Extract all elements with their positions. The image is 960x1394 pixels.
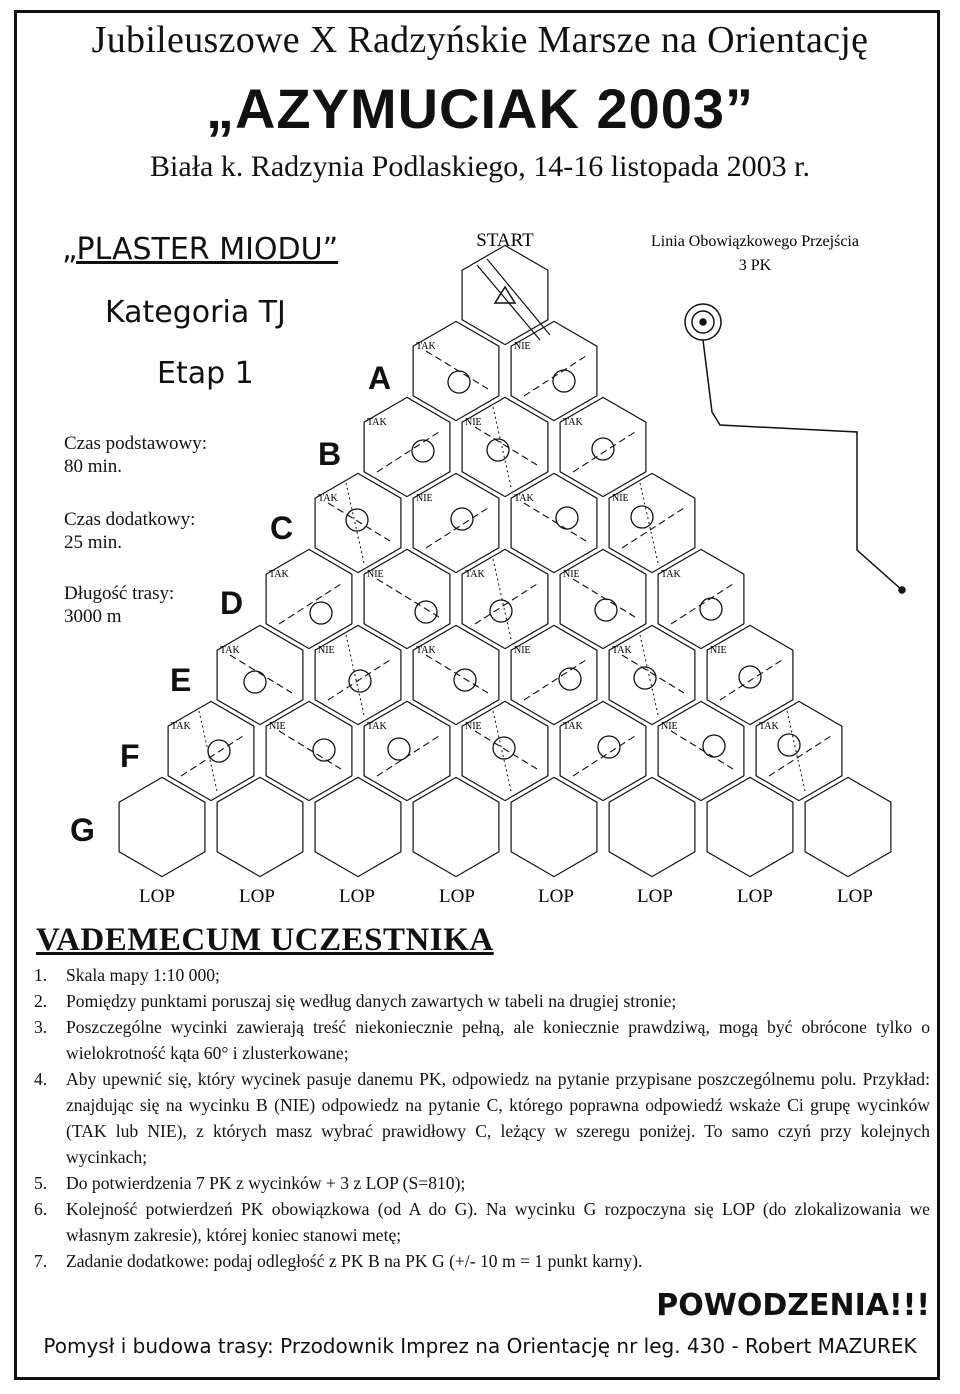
trail-line xyxy=(426,351,488,389)
trail-line xyxy=(524,356,586,396)
trail-line xyxy=(230,655,292,693)
control-circle-icon xyxy=(412,440,434,462)
base-time-value: 80 min. xyxy=(64,456,123,477)
control-circle-icon xyxy=(448,371,470,393)
control-circle-icon xyxy=(553,370,575,392)
rule-text: Kolejność potwierdzeń PK obowiązkowa (od A do G). Na wycinku G rozpoczyna się LOP (do zlokalizowania we własnym zakresie), której koniec stanowi metę; xyxy=(66,1199,930,1245)
lop-legend xyxy=(685,304,905,593)
rule-item xyxy=(28,1196,930,1248)
control-circle-icon xyxy=(454,669,476,691)
category: Kategoria TJ xyxy=(105,295,286,330)
trail-line xyxy=(279,584,341,624)
control-circle-icon xyxy=(598,736,620,758)
control-circle-icon xyxy=(451,508,473,530)
hex-cell xyxy=(315,777,401,876)
hex-cell xyxy=(462,397,548,496)
row-letter-c: C xyxy=(270,510,294,546)
row-letter-a: A xyxy=(368,360,392,396)
rule-item xyxy=(28,1014,930,1066)
hex-cell xyxy=(217,777,303,876)
lop-label: LOP xyxy=(139,886,175,907)
control-circle-icon xyxy=(310,602,332,624)
control-circle-icon xyxy=(244,671,266,693)
hex-cell xyxy=(462,549,548,648)
lop-legend-line xyxy=(703,340,902,590)
start-label: START xyxy=(476,230,534,251)
lop-label: LOP xyxy=(637,886,673,907)
hex-answer-label: TAK xyxy=(269,569,289,580)
boundary-line xyxy=(787,711,805,791)
hex-cell xyxy=(511,321,597,420)
hex-cell xyxy=(658,701,744,800)
hex-cell xyxy=(560,397,646,496)
rule-number: 4. xyxy=(34,1069,48,1089)
hex-cell xyxy=(609,777,695,876)
hex-answer-label: NIE xyxy=(416,493,433,504)
lop-label: LOP xyxy=(239,886,275,907)
trail-line xyxy=(377,579,439,617)
hex-cell xyxy=(511,473,597,572)
lop-label: LOP xyxy=(837,886,873,907)
control-circle-icon xyxy=(559,668,581,690)
hex-answer-label: NIE xyxy=(514,645,531,656)
rule-item xyxy=(28,1170,930,1196)
base-time-label: Czas podstawowy: xyxy=(64,433,208,454)
trail-line xyxy=(671,584,733,624)
hex-answer-label: TAK xyxy=(367,721,387,732)
event-location-date: Biała k. Radzynia Podlaskiego, 14-16 listopada 2003 r. xyxy=(150,150,810,183)
route-length-label: Długość trasy: xyxy=(64,583,175,604)
hex-answer-label: NIE xyxy=(465,417,482,428)
rules-list xyxy=(28,962,930,1274)
control-circle-icon xyxy=(592,438,614,460)
lop-caption: Linia Obowiązkowego Przejścia xyxy=(651,233,859,250)
control-circle-icon xyxy=(493,737,515,759)
hex-cell xyxy=(364,549,450,648)
hex-answer-label: NIE xyxy=(269,721,286,732)
rule-text: Pomiędzy punktami poruszaj się według danych zawartych w tabeli na drugiej stronie; xyxy=(66,991,677,1011)
trail-line xyxy=(279,731,341,769)
hex-answer-label: TAK xyxy=(563,417,583,428)
trail-line xyxy=(622,655,684,693)
hex-answer-label: NIE xyxy=(465,721,482,732)
trail-line xyxy=(426,508,488,548)
control-circle-icon xyxy=(703,735,725,757)
hex-cell xyxy=(413,777,499,876)
hex-cell xyxy=(658,549,744,648)
hex-cell xyxy=(413,473,499,572)
hex-cell xyxy=(364,701,450,800)
rule-item xyxy=(28,962,930,988)
hex-cell xyxy=(364,397,450,496)
control-circle-icon xyxy=(313,739,335,761)
control-circle-icon xyxy=(631,506,653,528)
boundary-line xyxy=(346,635,364,715)
rule-item xyxy=(28,1066,930,1170)
hex-answer-label: TAK xyxy=(612,645,632,656)
trail-line xyxy=(475,427,537,465)
boundary-line xyxy=(493,559,511,639)
hex-cell xyxy=(217,625,303,724)
hex-cell xyxy=(511,777,597,876)
hex-answer-label: NIE xyxy=(318,645,335,656)
hex-cell xyxy=(609,625,695,724)
event-subtitle: Jubileuszowe X Radzyńskie Marsze na Orientację xyxy=(91,19,869,61)
row-letter-f: F xyxy=(120,738,140,774)
control-circle-icon xyxy=(634,667,656,689)
hex-cell xyxy=(805,777,891,876)
rule-number: 6. xyxy=(34,1199,48,1219)
row-letter-b: B xyxy=(318,436,342,472)
vademecum-title: VADEMECUM UCZESTNIKA xyxy=(36,922,494,958)
control-point-dot-icon xyxy=(700,319,706,325)
trail-line xyxy=(524,660,586,700)
control-circle-icon xyxy=(700,598,722,620)
hex-answer-label: TAK xyxy=(514,493,534,504)
hex-cell xyxy=(756,701,842,800)
trail-line xyxy=(573,579,635,617)
control-circle-icon xyxy=(739,666,761,688)
lop-end-dot-icon xyxy=(899,587,905,593)
hex-answer-label: TAK xyxy=(759,721,779,732)
extra-time-label: Czas dodatkowy: xyxy=(64,509,196,530)
hex-answer-label: TAK xyxy=(465,569,485,580)
control-circle-icon xyxy=(487,439,509,461)
control-circle-icon xyxy=(349,670,371,692)
row-letter-g: G xyxy=(70,812,95,848)
control-circle-icon xyxy=(778,734,800,756)
author-credit: Pomysł i budowa trasy: Przodownik Imprez na Orientację nr leg. 430 - Robert MAZUREK xyxy=(43,1334,917,1358)
lop-caption-pk: 3 PK xyxy=(738,257,772,274)
event-title: „AZYMUCIAK 2003” xyxy=(205,77,755,140)
rule-text: Do potwierdzenia 7 PK z wycinków + 3 z LOP (S=810); xyxy=(66,1173,466,1193)
hex-cell xyxy=(266,549,352,648)
rule-number: 7. xyxy=(34,1251,48,1271)
hex-cell xyxy=(315,625,401,724)
rule-item xyxy=(28,1248,930,1274)
hex-answer-label: TAK xyxy=(220,645,240,656)
hex-cell xyxy=(560,701,646,800)
control-circle-icon xyxy=(490,600,512,622)
hex-answer-label: TAK xyxy=(318,493,338,504)
rule-text: Poszczególne wycinki zawierają treść niekoniecznie pełną, ale koniecznie prawdziwą, mogą być obrócone tylko o wielokrotność kąta 60° i zlusterkowane; xyxy=(66,1017,930,1063)
extra-time-value: 25 min. xyxy=(64,532,123,553)
trail-line xyxy=(573,736,635,776)
hex-answer-label: NIE xyxy=(661,721,678,732)
hex-cell xyxy=(609,473,695,572)
hex-cell xyxy=(315,473,401,572)
lop-label: LOP xyxy=(439,886,475,907)
route-length-value: 3000 m xyxy=(64,606,122,627)
hex-answer-label: NIE xyxy=(612,493,629,504)
rule-number: 1. xyxy=(34,965,48,985)
stage: Etap 1 xyxy=(157,356,254,391)
boundary-line xyxy=(199,711,217,791)
hex-cell xyxy=(707,777,793,876)
hex-answer-label: TAK xyxy=(416,645,436,656)
lop-label: LOP xyxy=(538,886,574,907)
control-circle-icon xyxy=(595,599,617,621)
hex-answer-label: TAK xyxy=(563,721,583,732)
rule-number: 5. xyxy=(34,1173,48,1193)
rule-item xyxy=(28,988,930,1014)
control-circle-icon xyxy=(346,509,368,531)
hex-cell xyxy=(462,245,548,344)
hex-cell xyxy=(168,701,254,800)
row-letter-e: E xyxy=(170,662,192,698)
hex-answer-label: TAK xyxy=(367,417,387,428)
control-circle-icon xyxy=(556,507,578,529)
hex-cell xyxy=(119,777,205,876)
hex-answer-label: NIE xyxy=(514,341,531,352)
lop-label: LOP xyxy=(339,886,375,907)
hex-answer-label: NIE xyxy=(367,569,384,580)
boundary-line xyxy=(640,483,658,563)
hex-answer-label: TAK xyxy=(661,569,681,580)
hex-grid xyxy=(119,245,891,876)
rule-text: Zadanie dodatkowe: podaj odległość z PK B na PK G (+/- 10 m = 1 punkt karny). xyxy=(66,1251,643,1271)
hex-cell xyxy=(266,701,352,800)
hex-answer-label: TAK xyxy=(171,721,191,732)
row-letter-d: D xyxy=(220,585,244,621)
lop-label: LOP xyxy=(737,886,773,907)
rule-number: 2. xyxy=(34,991,48,1011)
rule-text: Aby upewnić się, który wycinek pasuje danemu PK, odpowiedz na pytanie przypisane poszczególnemu polu. Przykład: znajdując się na wycinku B (NIE) odpowiedz na pytanie C, którego poprawna odpowiedź wskaże Ci grupę wycinków (TAK lub NIE), z których masz wybrać prawidłowy C, leżący w szeregu poniżej. To samo czyń przy kolejnych wycinkach; xyxy=(66,1069,930,1167)
good-luck: POWODZENIA!!! xyxy=(656,1288,930,1323)
map-name: „PLASTER MIODU” xyxy=(62,232,339,267)
hex-cell xyxy=(707,625,793,724)
hex-marks xyxy=(171,259,831,791)
lop-labels xyxy=(139,886,873,907)
rule-number: 3. xyxy=(34,1017,48,1037)
hex-cell xyxy=(413,625,499,724)
trail-line xyxy=(377,432,439,472)
hex-answer-label: NIE xyxy=(563,569,580,580)
path-line xyxy=(487,259,550,335)
rule-text: Skala mapy 1:10 000; xyxy=(66,965,220,985)
hex-answer-label: TAK xyxy=(416,341,436,352)
hex-answer-label: NIE xyxy=(710,645,727,656)
hex-cell xyxy=(511,625,597,724)
hex-cell xyxy=(462,701,548,800)
